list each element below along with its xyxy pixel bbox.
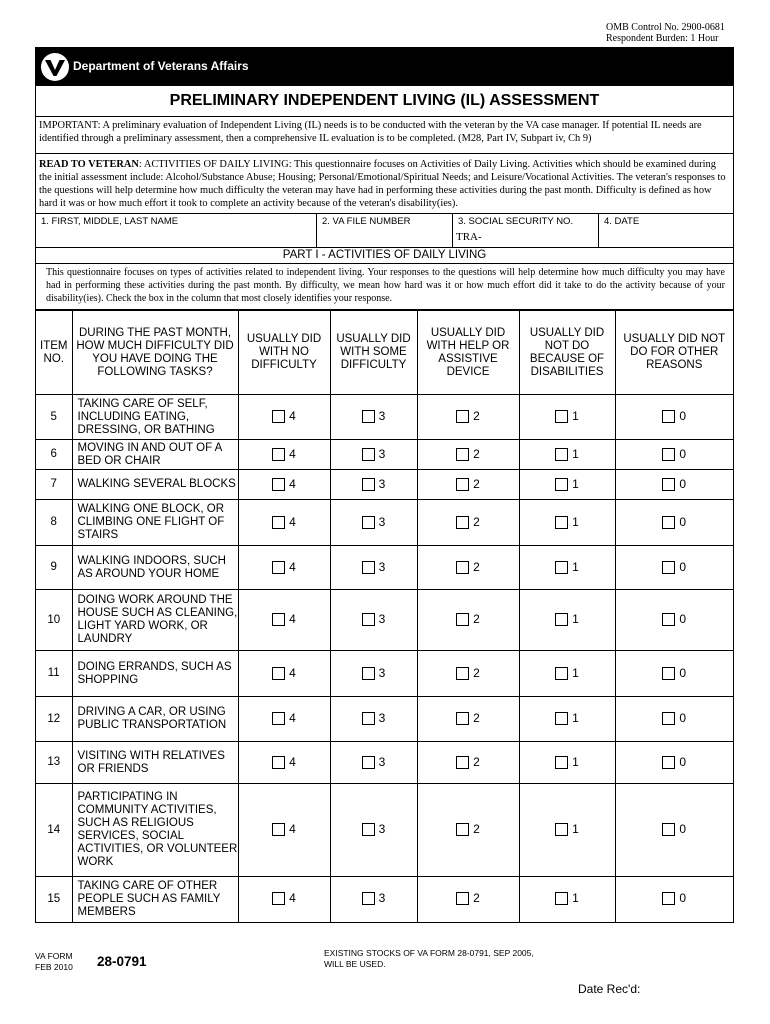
va-file-number-label: 2. VA FILE NUMBER	[322, 216, 411, 227]
task-description: DOING ERRANDS, SUCH AS SHOPPING	[72, 651, 238, 697]
answer-cell	[417, 651, 519, 697]
answer-cell	[330, 470, 417, 500]
existing-stocks-line1: EXISTING STOCKS OF VA FORM 28-0791, SEP 2005,	[324, 948, 534, 958]
score-value: 2	[473, 559, 480, 574]
item-number: 8	[36, 500, 72, 546]
checkbox[interactable]	[362, 613, 375, 626]
omb-info	[606, 22, 725, 44]
checkbox[interactable]	[555, 516, 568, 529]
answer-cell	[330, 697, 417, 742]
item-number: 12	[36, 697, 72, 742]
score-value: 3	[378, 446, 386, 461]
checkbox[interactable]	[272, 516, 285, 529]
checkbox[interactable]	[555, 561, 568, 574]
table-row	[36, 440, 733, 470]
score-value: 1	[572, 446, 579, 461]
answer-cell	[238, 395, 330, 440]
form-number: 28-0791	[97, 954, 147, 969]
task-description: WALKING INDOORS, SUCH AS AROUND YOUR HOME	[72, 546, 238, 590]
score-value: 2	[473, 822, 480, 837]
name-label: 1. FIRST, MIDDLE, LAST NAME	[41, 216, 179, 227]
checkbox[interactable]	[555, 712, 568, 725]
answer-cell	[330, 877, 417, 922]
checkbox[interactable]	[456, 756, 469, 769]
checkbox[interactable]	[362, 561, 375, 574]
item-number: 11	[36, 651, 72, 697]
score-value: 4	[289, 559, 296, 574]
score-value: 1	[572, 822, 579, 837]
task-description: WALKING ONE BLOCK, OR CLIMBING ONE FLIGHT OF STAIRS	[72, 500, 238, 546]
score-value: 3	[378, 822, 386, 837]
answer-cell	[238, 590, 330, 651]
checkbox[interactable]	[362, 823, 375, 836]
checkbox[interactable]	[362, 892, 375, 905]
score-value: 1	[572, 665, 579, 680]
table-header-row	[36, 311, 733, 395]
score-value: 2	[473, 476, 480, 491]
department-name: Department of Veterans Affairs	[73, 59, 249, 73]
checkbox[interactable]	[456, 516, 469, 529]
checkbox[interactable]	[456, 448, 469, 461]
answer-cell	[519, 651, 615, 697]
answer-cell	[238, 651, 330, 697]
form-label: VA FORM	[35, 951, 73, 961]
item-number: 5	[36, 395, 72, 440]
answer-cell	[417, 395, 519, 440]
answer-cell	[519, 697, 615, 742]
score-value: 4	[289, 476, 296, 491]
checkbox[interactable]	[662, 516, 675, 529]
omb-control-number: OMB Control No. 2900-0681	[606, 22, 725, 33]
score-value: 0	[679, 476, 687, 491]
read-to-veteran-label: READ TO VETERAN	[39, 159, 139, 170]
checkbox[interactable]	[456, 823, 469, 836]
identification-row	[36, 213, 733, 248]
answer-cell	[417, 470, 519, 500]
score-value: 1	[572, 711, 579, 726]
checkbox[interactable]	[662, 667, 675, 680]
checkbox[interactable]	[555, 892, 568, 905]
answer-cell	[238, 877, 330, 922]
checkbox[interactable]	[662, 613, 675, 626]
score-value: 2	[473, 754, 480, 769]
answer-cell	[417, 742, 519, 784]
form-date: FEB 2010	[35, 962, 73, 972]
answer-cell	[238, 440, 330, 470]
score-value: 2	[473, 409, 480, 424]
checkbox[interactable]	[272, 410, 285, 423]
checkbox[interactable]	[456, 478, 469, 491]
item-number: 10	[36, 590, 72, 651]
answer-cell	[330, 500, 417, 546]
item-number: 7	[36, 470, 72, 500]
answer-cell	[238, 697, 330, 742]
checkbox[interactable]	[456, 561, 469, 574]
answer-cell	[615, 651, 733, 697]
task-description: TAKING CARE OF OTHER PEOPLE SUCH AS FAMILY MEMBERS	[72, 877, 238, 922]
score-value: 4	[289, 711, 296, 726]
header-item-no: ITEM NO.	[36, 311, 72, 395]
answer-cell	[417, 784, 519, 877]
score-value: 0	[679, 891, 687, 906]
answer-cell	[615, 546, 733, 590]
score-value: 0	[679, 711, 687, 726]
score-value: 3	[378, 514, 386, 529]
score-value: 1	[572, 754, 579, 769]
table-row	[36, 470, 733, 500]
answer-cell	[519, 395, 615, 440]
task-description: MOVING IN AND OUT OF A BED OR CHAIR	[72, 440, 238, 470]
score-value: 4	[289, 665, 296, 680]
answer-cell	[330, 742, 417, 784]
answer-cell	[330, 784, 417, 877]
va-logo-icon	[40, 52, 70, 82]
score-value: 0	[679, 409, 687, 424]
table-row	[36, 877, 733, 922]
score-value: 2	[473, 711, 480, 726]
score-value: 3	[378, 612, 386, 627]
answer-cell	[417, 877, 519, 922]
checkbox[interactable]	[555, 756, 568, 769]
respondent-burden: Respondent Burden: 1 Hour	[606, 33, 719, 44]
checkbox[interactable]	[662, 478, 675, 491]
ssn-field[interactable]	[453, 214, 599, 247]
answer-cell	[615, 440, 733, 470]
checkbox[interactable]	[272, 892, 285, 905]
score-value: 4	[289, 446, 296, 461]
activities-table	[36, 310, 733, 922]
questionnaire-intro: This questionnaire focuses on types of activities related to independent living. Your responses to the questions will help determine how much difficulty you may have had in performing these activities during the past month. By difficulty, we mean how hard was it or how much effort did it take to do the activity because of your disability(ies). Check the box in the column that most closely identifies your response.	[36, 264, 733, 310]
checkbox[interactable]	[662, 712, 675, 725]
answer-cell	[615, 590, 733, 651]
score-value: 0	[679, 446, 687, 461]
checkbox[interactable]	[662, 448, 675, 461]
score-value: 2	[473, 514, 480, 529]
part-one-title: PART I - ACTIVITIES OF DAILY LIVING	[36, 248, 733, 264]
score-value: 2	[473, 665, 480, 680]
name-field[interactable]	[36, 214, 317, 247]
task-description: DRIVING A CAR, OR USING PUBLIC TRANSPORTATION	[72, 697, 238, 742]
table-row	[36, 590, 733, 651]
table-row	[36, 742, 733, 784]
answer-cell	[417, 500, 519, 546]
task-description: WALKING SEVERAL BLOCKS	[72, 470, 238, 500]
answer-cell	[519, 590, 615, 651]
table-row	[36, 697, 733, 742]
answer-cell	[615, 877, 733, 922]
answer-cell	[519, 470, 615, 500]
answer-cell	[330, 440, 417, 470]
score-value: 4	[289, 612, 296, 627]
answer-cell	[238, 546, 330, 590]
checkbox[interactable]	[272, 756, 285, 769]
score-value: 2	[473, 612, 480, 627]
item-number: 15	[36, 877, 72, 922]
checkbox[interactable]	[272, 667, 285, 680]
header-task: DURING THE PAST MONTH, HOW MUCH DIFFICULTY DID YOU HAVE DOING THE FOLLOWING TASKS?	[72, 311, 238, 395]
va-file-number-field[interactable]	[317, 214, 453, 247]
score-value: 1	[572, 559, 579, 574]
answer-cell	[238, 500, 330, 546]
score-value: 1	[572, 612, 579, 627]
answer-cell	[238, 742, 330, 784]
answer-cell	[519, 784, 615, 877]
date-received-label: Date Rec'd:	[578, 982, 641, 996]
answer-cell	[417, 546, 519, 590]
existing-stocks-line2: WILL BE USED.	[324, 959, 386, 969]
date-label: 4. DATE	[604, 216, 640, 227]
table-row	[36, 546, 733, 590]
score-value: 1	[572, 409, 579, 424]
item-number: 9	[36, 546, 72, 590]
answer-cell	[519, 546, 615, 590]
checkbox[interactable]	[456, 712, 469, 725]
checkbox[interactable]	[362, 448, 375, 461]
table-row	[36, 395, 733, 440]
answer-cell	[615, 395, 733, 440]
checkbox[interactable]	[362, 667, 375, 680]
answer-cell	[615, 500, 733, 546]
answer-cell	[519, 742, 615, 784]
checkbox[interactable]	[362, 478, 375, 491]
form-title: PRELIMINARY INDEPENDENT LIVING (IL) ASSESSMENT	[36, 86, 733, 117]
answer-cell	[330, 395, 417, 440]
header-not-other-reasons: USUALLY DID NOT DO FOR OTHER REASONS	[615, 311, 733, 395]
checkbox[interactable]	[555, 667, 568, 680]
answer-cell	[417, 440, 519, 470]
score-value: 3	[378, 754, 386, 769]
answer-cell	[417, 697, 519, 742]
checkbox[interactable]	[555, 823, 568, 836]
task-description: TAKING CARE OF SELF, INCLUDING EATING, DRESSING, OR BATHING	[72, 395, 238, 440]
score-value: 3	[378, 409, 386, 424]
item-number: 6	[36, 440, 72, 470]
answer-cell	[238, 470, 330, 500]
score-value: 3	[378, 665, 386, 680]
checkbox[interactable]	[456, 410, 469, 423]
score-value: 4	[289, 822, 296, 837]
read-to-veteran-text	[36, 154, 733, 213]
score-value: 0	[679, 754, 687, 769]
table-row	[36, 651, 733, 697]
score-value: 4	[289, 514, 296, 529]
answer-cell	[330, 546, 417, 590]
checkbox[interactable]	[272, 613, 285, 626]
checkbox[interactable]	[272, 478, 285, 491]
score-value: 3	[378, 559, 386, 574]
item-number: 13	[36, 742, 72, 784]
answer-cell	[417, 590, 519, 651]
department-header	[36, 48, 733, 86]
answer-cell	[615, 742, 733, 784]
checkbox[interactable]	[272, 712, 285, 725]
checkbox[interactable]	[456, 667, 469, 680]
answer-cell	[615, 697, 733, 742]
checkbox[interactable]	[362, 410, 375, 423]
checkbox[interactable]	[362, 756, 375, 769]
checkbox[interactable]	[555, 613, 568, 626]
score-value: 3	[378, 891, 386, 906]
score-value: 1	[572, 514, 579, 529]
answer-cell	[238, 784, 330, 877]
ssn-value: TRA-	[456, 231, 482, 243]
score-value: 2	[473, 891, 480, 906]
form-label-block	[35, 951, 73, 973]
score-value: 1	[572, 476, 579, 491]
table-row	[36, 784, 733, 877]
score-value: 2	[473, 446, 480, 461]
checkbox[interactable]	[662, 823, 675, 836]
score-value: 0	[679, 665, 687, 680]
task-description: PARTICIPATING IN COMMUNITY ACTIVITIES, SUCH AS RELIGIOUS SERVICES, SOCIAL ACTIVITIES, OR VOLUNTEER WORK	[72, 784, 238, 877]
checkbox[interactable]	[272, 561, 285, 574]
header-some-difficulty: USUALLY DID WITH SOME DIFFICULTY	[330, 311, 417, 395]
checkbox[interactable]	[456, 613, 469, 626]
score-value: 0	[679, 514, 687, 529]
assessment-form	[35, 47, 734, 923]
score-value: 3	[378, 476, 386, 491]
header-not-because-disability: USUALLY DID NOT DO BECAUSE OF DISABILITIES	[519, 311, 615, 395]
answer-cell	[330, 590, 417, 651]
answer-cell	[519, 440, 615, 470]
checkbox[interactable]	[555, 478, 568, 491]
score-value: 3	[378, 711, 386, 726]
checkbox[interactable]	[555, 448, 568, 461]
checkbox[interactable]	[362, 516, 375, 529]
checkbox[interactable]	[272, 448, 285, 461]
score-value: 4	[289, 754, 296, 769]
read-to-veteran-body: : ACTIVITIES OF DAILY LIVING: This questionnaire focuses on Activities of Daily Living. Activities which should be examined during the initial assessment include: Alcohol/Substance Abuse; Housing; Personal/Emotional/Spiritual Needs; and Leisure/Vocational Activities. The veteran's responses to the questions will help determine how much difficulty the veteran may have had in performing these activities during the past month. Difficulty is defined as how hard it was or how much effort it took to complete an activity because of the veteran's disability(ies).	[39, 159, 726, 209]
score-value: 0	[679, 822, 687, 837]
score-value: 0	[679, 559, 687, 574]
score-value: 4	[289, 409, 296, 424]
score-value: 1	[572, 891, 579, 906]
answer-cell	[330, 651, 417, 697]
answer-cell	[615, 784, 733, 877]
ssn-label: 3. SOCIAL SECURITY NO.	[458, 216, 574, 227]
task-description: VISITING WITH RELATIVES OR FRIENDS	[72, 742, 238, 784]
checkbox[interactable]	[662, 410, 675, 423]
checkbox[interactable]	[456, 892, 469, 905]
checkbox[interactable]	[555, 410, 568, 423]
item-number: 14	[36, 784, 72, 877]
checkbox[interactable]	[662, 561, 675, 574]
task-description: DOING WORK AROUND THE HOUSE SUCH AS CLEANING, LIGHT YARD WORK, OR LAUNDRY	[72, 590, 238, 651]
existing-stocks-note	[324, 948, 534, 970]
header-with-help: USUALLY DID WITH HELP OR ASSISTIVE DEVICE	[417, 311, 519, 395]
date-field[interactable]	[599, 214, 733, 247]
checkbox[interactable]	[362, 712, 375, 725]
checkbox[interactable]	[272, 823, 285, 836]
score-value: 4	[289, 891, 296, 906]
header-no-difficulty: USUALLY DID WITH NO DIFFICULTY	[238, 311, 330, 395]
score-value: 0	[679, 612, 687, 627]
checkbox[interactable]	[662, 756, 675, 769]
table-row	[36, 500, 733, 546]
checkbox[interactable]	[662, 892, 675, 905]
answer-cell	[519, 877, 615, 922]
important-notice: IMPORTANT: A preliminary evaluation of Independent Living (IL) needs is to be conducted with the veteran by the VA case manager. If potential IL needs are identified through a preliminary assessment, then a comprehensive IL evaluation is to be completed. (M28, Part IV, Subpart iv, Ch 9)	[36, 117, 733, 154]
answer-cell	[615, 470, 733, 500]
answer-cell	[519, 500, 615, 546]
